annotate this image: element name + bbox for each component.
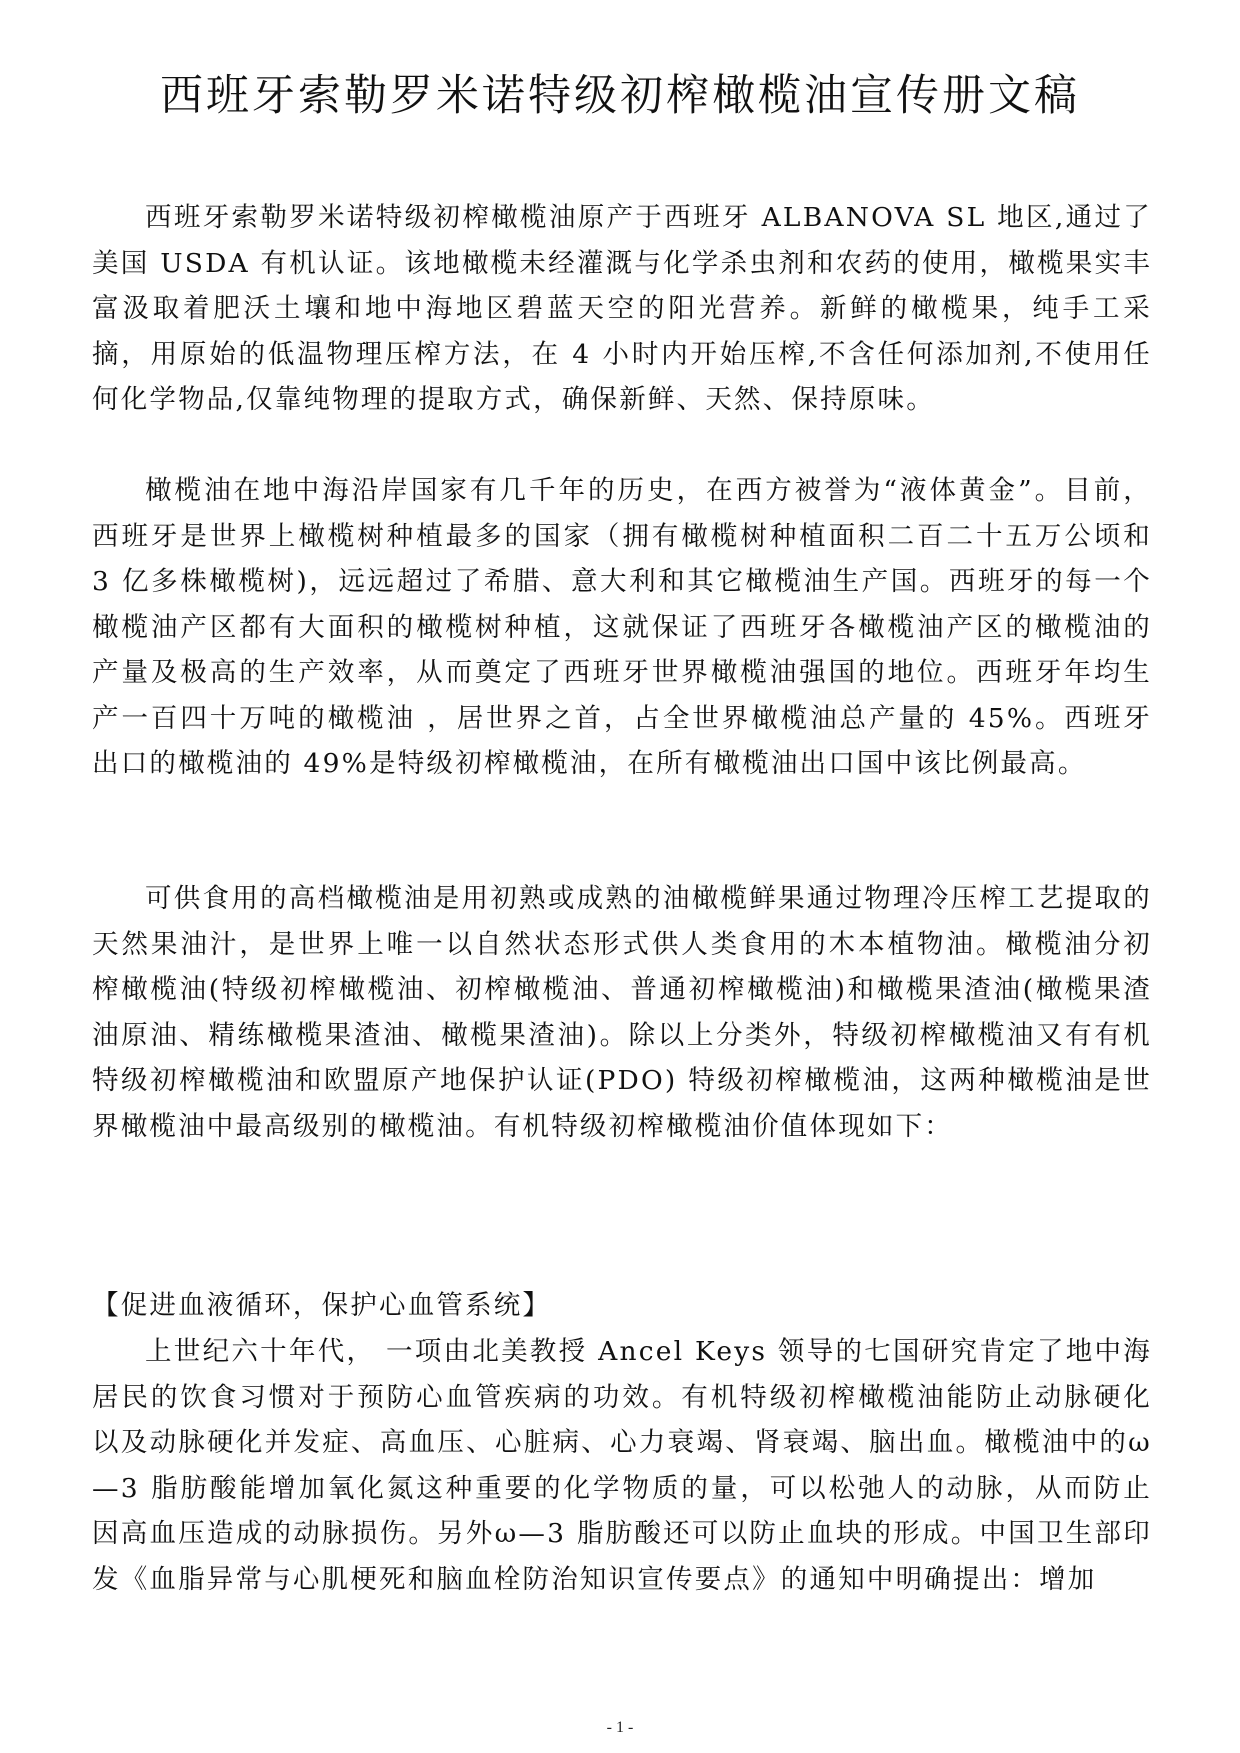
paragraph-origin: 西班牙索勒罗米诺特级初榨橄榄油原产于西班牙 ALBANOVA SL 地区,通过了美国 USDA 有机认证。该地橄榄未经灌溉与化学杀虫剂和农药的使用，橄榄果实丰富汲取着肥沃土壤和地中海地区碧蓝天空的阳光营养。新鲜的橄榄果，纯手工采摘，用原始的低温物理压榨方法，在 4 小时内开始压榨,不含任何添加剂,不使用任何化学物品,仅靠纯物理的提取方式，确保新鲜、天然、保持原味。 (92, 202, 1152, 415)
classification-paragraph-block (92, 876, 1152, 1149)
history-paragraph-block (92, 468, 1152, 787)
paragraph-classification: 可供食用的高档橄榄油是用初熟或成熟的油橄榄鲜果通过物理冷压榨工艺提取的天然果油汁，是世界上唯一以自然状态形式供人类食用的木本植物油。橄榄油分初榨橄榄油(特级初榨橄榄油、初榨橄榄油、普通初榨橄榄油)和橄榄果渣油(橄榄果渣油原油、精练橄榄果渣油、橄榄果渣油)。除以上分类外，特级初榨橄榄油又有有机特级初榨橄榄油和欧盟原产地保护认证(PDO) 特级初榨橄榄油，这两种橄榄油是世界橄榄油中最高级别的橄榄油。有机特级初榨橄榄油价值体现如下： (92, 883, 1152, 1142)
intro-paragraph-block (92, 195, 1152, 423)
paragraph-cardiovascular: 上世纪六十年代， 一项由北美教授 Ancel Keys 领导的七国研究肯定了地中海居民的饮食习惯对于预防心血管疾病的功效。有机特级初榨橄榄油能防止动脉硬化以及动脉硬化并发症、高血压、心脏病、心力衰竭、肾衰竭、脑出血。橄榄油中的ω—3 脂肪酸能增加氧化氮这种重要的化学物质的量，可以松弛人的动脉，从而防止因高血压造成的动脉损伤。另外ω—3 脂肪酸还可以防止血块的形成。中国卫生部印发《血脂异常与心肌梗死和脑血栓防治知识宣传要点》的通知中明确提出：增加 (92, 1336, 1152, 1595)
document-title: 西班牙索勒罗米诺特级初榨橄榄油宣传册文稿 (160, 71, 1080, 121)
paragraph-history: 橄榄油在地中海沿岸国家有几千年的历史，在西方被誉为“液体黄金”。目前，西班牙是世界上橄榄树种植最多的国家（拥有橄榄树种植面积二百二十五万公顷和 3 亿多株橄榄树)，远远超过了希腊、意大利和其它橄榄油生产国。西班牙的每一个橄榄油产区都有大面积的橄榄树种植，这就保证了西班牙各橄榄油产区的橄榄油的产量及极高的生产效率，从而奠定了西班牙世界橄榄油强国的地位。西班牙年均生产一百四十万吨的橄榄油 ，居世界之首，占全世界橄榄油总产量的 45%。西班牙出口的橄榄油的 49%是特级初榨橄榄油，在所有橄榄油出口国中该比例最高。 (92, 475, 1152, 779)
page-number: - 1 - (606, 1719, 634, 1736)
section-paragraph-block (92, 1329, 1152, 1602)
section-heading: 【促进血液循环，保护心血管系统】 (92, 1290, 552, 1321)
section-heading-block (92, 1283, 1152, 1329)
